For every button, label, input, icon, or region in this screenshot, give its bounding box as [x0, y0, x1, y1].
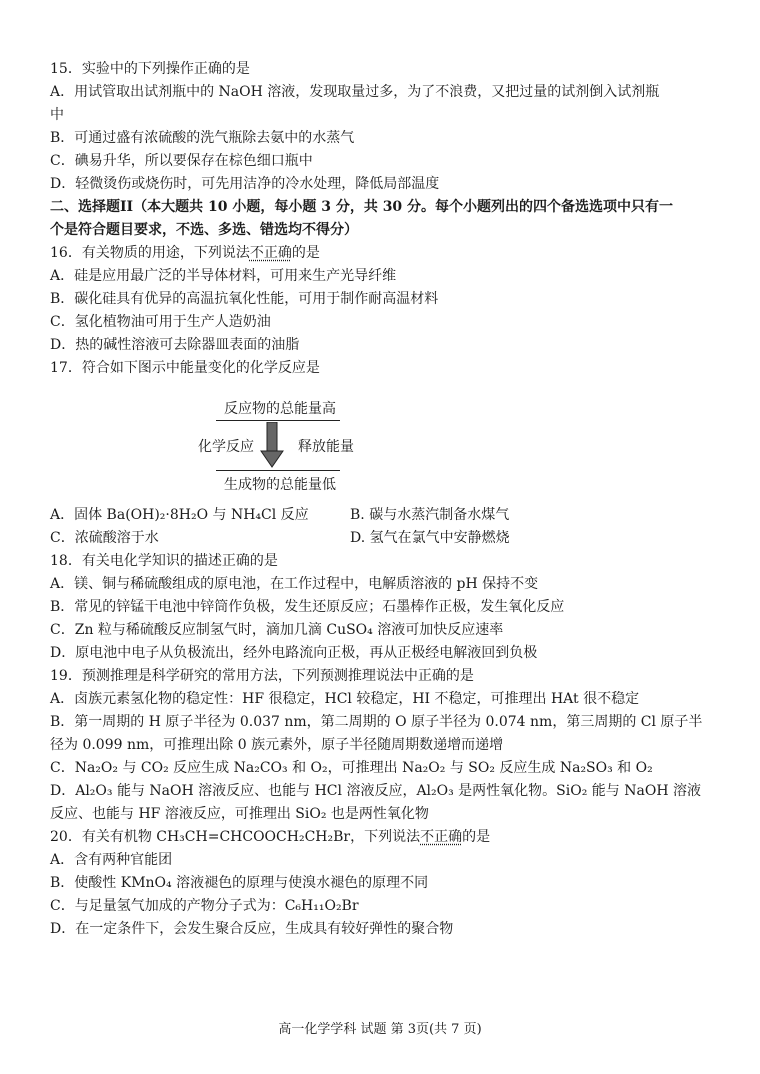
diagram-top-label: 反应物的总能量高 — [224, 401, 336, 417]
q20-stem-post: 的是 — [462, 829, 491, 845]
q18-option-b: B．常见的锌锰干电池中锌筒作负极，发生还原反应；石墨棒作正极，发生氧化反应 — [50, 599, 565, 615]
q15-stem: 15．实验中的下列操作正确的是 — [50, 61, 250, 77]
diagram-bottom-label: 生成物的总能量低 — [224, 477, 336, 493]
q19-option-c: C．Na₂O₂ 与 CO₂ 反应生成 Na₂CO₃ 和 O₂，可推理出 Na₂O₂ 与 SO₂ 反应生成 Na₂SO₃ 和 O₂ — [50, 760, 653, 776]
down-arrow-icon — [260, 422, 284, 468]
q20-stem — [50, 826, 720, 848]
q15-option-a: A．用试管取出试剂瓶中的 NaOH 溶液，发现取量过多，为了不浪费，又把过量的试剂倒入试剂瓶 — [50, 84, 660, 100]
q16-stem-pre: 16．有关物质的用途，下列说法 — [50, 245, 250, 261]
q16-option-a: A．硅是应用最广泛的半导体材料，可用来生产光导纤维 — [50, 268, 397, 284]
diagram-right-label: 释放能量 — [298, 439, 354, 455]
q20-stem-pre: 20．有关有机物 CH₃CH=CHCOOCH₂CH₂Br，下列说法 — [50, 829, 421, 845]
q15-option-d: D．轻微烫伤或烧伤时，可先用洁净的冷水处理，降低局部温度 — [50, 176, 440, 192]
q17-options-row1 — [50, 504, 720, 526]
q18-stem: 18．有关电化学知识的描述正确的是 — [50, 553, 278, 569]
q15-option-a-cont: 中 — [50, 107, 64, 123]
diagram-top-line — [216, 420, 340, 421]
q19-option-d-cont: 反应、也能与 HF 溶液反应，可推理出 SiO₂ 也是两性氧化物 — [50, 806, 429, 822]
q20-option-b: B．使酸性 KMnO₄ 溶液褪色的原理与使溴水褪色的原理不同 — [50, 875, 429, 891]
diagram-left-label: 化学反应 — [198, 439, 254, 455]
q19-option-b-cont: 径为 0.099 nm，可推理出除 0 族元素外，原子半径随周期数递增而递增 — [50, 737, 504, 753]
section-heading-cont: 个是符合题目要求，不选、多选、错选均不得分） — [50, 222, 358, 238]
page-footer: 高一化学学科 试题 第 3页(共 7 页) — [278, 1022, 482, 1037]
energy-diagram — [190, 398, 390, 493]
q16-option-b: B．碳化硅具有优异的高温抗氧化性能，可用于制作耐高温材料 — [50, 291, 439, 307]
q16-stem-post: 的是 — [291, 245, 320, 261]
q19-stem: 19．预测推理是科学研究的常用方法，下列预测推理说法中正确的是 — [50, 668, 474, 684]
q20-option-a: A．含有两种官能团 — [50, 852, 173, 868]
q16-option-d: D．热的碱性溶液可去除器皿表面的油脂 — [50, 337, 300, 353]
q19-option-d: D．Al₂O₃ 能与 NaOH 溶液反应、也能与 HCl 溶液反应，Al₂O₃ 是两性氧化物。SiO₂ 能与 NaOH 溶液 — [50, 783, 701, 799]
q16-stem-emphasis: 不正确 — [249, 245, 292, 261]
q17-option-b: B. 碳与水蒸汽制备水煤气 — [350, 507, 510, 523]
q16-stem — [50, 242, 720, 264]
diagram-bottom-line — [216, 470, 340, 471]
section-heading: 二、选择题II（本大题共 10 小题，每小题 3 分，共 30 分。每个小题列出的四个备选选项中只有一 — [50, 199, 674, 215]
q20-stem-emphasis: 不正确 — [420, 829, 463, 845]
q18-option-c: C．Zn 粒与稀硫酸反应制氢气时，滴加几滴 CuSO₄ 溶液可加快反应速率 — [50, 622, 504, 638]
q18-option-d: D．原电池中电子从负极流出，经外电路流向正极，再从正极经电解液回到负极 — [50, 645, 538, 661]
q19-option-b: B．第一周期的 H 原子半径为 0.037 nm，第二周期的 O 原子半径为 0.074 nm，第三周期的 Cl 原子半 — [50, 714, 703, 730]
q18-option-a: A．镁、铜与稀硫酸组成的原电池，在工作过程中，电解质溶液的 pH 保持不变 — [50, 576, 539, 592]
q17-option-a: A．固体 Ba(OH)₂·8H₂O 与 NH₄Cl 反应 — [50, 507, 309, 523]
q17-option-c: C．浓硫酸溶于水 — [50, 530, 159, 546]
q15-option-b: B．可通过盛有浓硫酸的洗气瓶除去氨中的水蒸气 — [50, 130, 355, 146]
q20-option-c: C．与足量氢气加成的产物分子式为：C₆H₁₁O₂Br — [50, 898, 359, 914]
q19-option-a: A．卤族元素氢化物的稳定性：HF 很稳定，HCl 较稳定，HI 不稳定，可推理出 HAt 很不稳定 — [50, 691, 640, 707]
q17-options-row2 — [50, 527, 720, 549]
q17-option-d: D. 氢气在氯气中安静燃烧 — [350, 530, 510, 546]
q17-stem: 17．符合如下图示中能量变化的化学反应是 — [50, 360, 320, 376]
q16-option-c: C．氢化植物油可用于生产人造奶油 — [50, 314, 271, 330]
q15-option-c: C．碘易升华，所以要保存在棕色细口瓶中 — [50, 153, 313, 169]
q20-option-d: D．在一定条件下，会发生聚合反应，生成具有较好弹性的聚合物 — [50, 921, 454, 937]
